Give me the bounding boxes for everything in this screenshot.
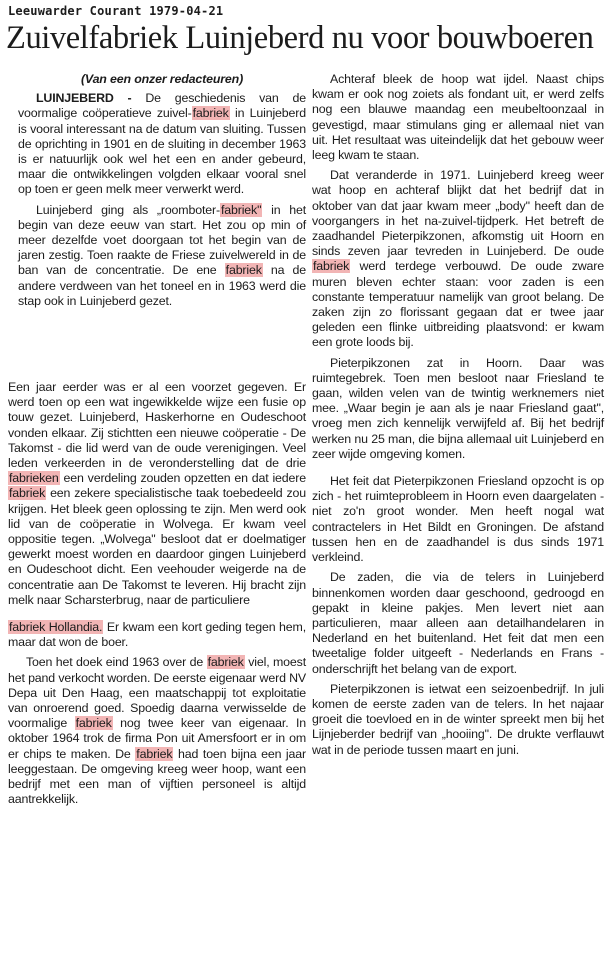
paragraph-c3: Toen het doek eind 1963 over de fabriek viel, moest het pand verkocht worden. De eerste eigenaar werd NV Depa uit Den Haag, een maatschappij tot exploitatie van onroerend goed. Spoedig daarna verwisselde de voormalige fabriek nog twee keer van eigenaar. In oktober 1964 trok de firma Pon uit Amersfoort er in om er chips te maken. De fabriek had toen bijna een jaar leeggestaan. De omgeving kreeg weer hoop, want een bedrijf met een man of vijftien personeel is altijd aantrekkelijk. bbox=[8, 655, 307, 807]
paragraph-c2: fabriek Hollandia. Er kwam een kort geding tegen hem, maar dat won de boer. bbox=[8, 620, 306, 650]
highlight-fabriek: fabriek bbox=[75, 716, 112, 731]
dateline: LUINJEBERD - bbox=[36, 91, 132, 106]
highlight-fabriek: fabriek bbox=[192, 106, 229, 121]
article-column-left-top bbox=[18, 72, 306, 314]
highlight-fabrieken: fabrieken bbox=[9, 471, 59, 486]
highlight-fabriek: fabriek bbox=[313, 259, 350, 274]
paragraph-b1: Achteraf bleek de hoop wat ijdel. Naast chips kwam er ook nog zoiets als fondant uit, er werd zelfs nog een blauwe maandag een meubeltoonzaal in gevestigd, maar stimulans ging er allemaal niet van uit. Het resultaat was uiteindelijk dat het gebouw weer leeg kwam te staan. bbox=[312, 72, 604, 163]
highlight-fabriek: fabriek bbox=[207, 655, 244, 670]
paragraph-c1: Een jaar eerder was er al een voorzet gegeven. Er werd toen op een wat ingewikkelde wijze een fusie op touw gezet. Luinjeberd, Haskerhorne en Oudeschoot vonden elkaar. Zij stichtten een nieuwe coöperatie - De Takomst - die lid werd van de oude verenigingen. Veel leden verkeerden in de veronderstelling dat de drie fabrieken een verdeling zouden opzetten en dat iedere fabriek een zekere specialistische taak toebedeeld zou krijgen. Het bleek geen oplossing te zijn. Men werd ook lid van de coöperatie in Wolvega. Er kwam veel oppositie tegen. „Wolvega" besloot dat er doelmatiger gewerkt moest worden en daardoor gingen Luinjeberd en Oudeschoot dicht. Een veehouder weigerde na de concentratie aan De Takomst te leveren. Hij bracht zijn melk naar Scharsterbrug, naar de particuliere bbox=[8, 380, 306, 607]
article-column-left-bottom bbox=[8, 380, 306, 812]
paragraph-b5: De zaden, die via de telers in Luinjeberd binnenkomen worden daar geschoond, gedroogd en gepakt in kleine pakjes. Men levert niet aan particulieren, maar alleen aan detailhandelaren in Nederland en het buitenland. Het feit dat men een tweetalige folder uitgeeft - Nederlands en Frans - onderschrijft het belang van de export. bbox=[312, 570, 604, 676]
paragraph-b2: Dat veranderde in 1971. Luinjeberd kreeg weer wat hoop en achteraf blijkt dat het bedrijf dat in oktober van dat jaar kwam meer „body" heeft dan de voorgangers in het na-zuivel-tijdperk. Het betreft de zaadhandel Pieterpikzonen, afkomstig uit Hoorn en sinds zeven jaar tevreden in Luinjeberd. De oude fabriek werd terdege verbouwd. De oude zware muren bleven echter staan: voor zaden is een constante temperatuur namelijk van groot belang. De zaken zijn zo florissant gegaan dat er twee jaar geleden een flinke uitbreiding plaatsvond: er kwam een grote loods bij. bbox=[312, 168, 604, 350]
highlight-fabriek: fabriek bbox=[9, 486, 46, 501]
paragraph-a2: Luinjeberd ging als „roomboter-fabriek" in het begin van deze eeuw van start. Het zou op min of meer dezelfde voet doorgaan tot het begin van de jaren zestig. Toen raakte de Friese zuivelwereld in de ban van de concentratie. De ene fabriek na de andere verdween van het toneel en in 1963 werd die stap ook in Luinjeberd gezet. bbox=[18, 202, 306, 308]
article-column-right bbox=[312, 72, 604, 763]
highlight-fabriek-hollandia: fabriek Hollandia. bbox=[9, 620, 103, 635]
author-credit: (Van een onzer redacteuren) bbox=[80, 72, 244, 86]
paragraph-a1: LUINJEBERD - De geschiedenis van de voormalige coöperatieve zuivel-fabriek in Luinjeberd is vooral interessant na de datum van sluiting. Tussen de oprichting in 1901 en de sluiting in december 1963 is er natuurlijk ook wel het een en ander gebeurd, maar die ontwikkelingen volgden elkaar vooral snel op toen er geen melk meer verwerkt werd. bbox=[18, 91, 306, 197]
paragraph-b3: Pieterpikzonen zat in Hoorn. Daar was ruimtegebrek. Toen men besloot naar Friesland te gaan, wilden velen van de twintig werknemers niet mee. „Waar begin je aan als je naar Friesland gaat", vroeg men zich kennelijk verwijfeld af. Bij het bedrijf werken nu 25 man, die bijna allemaal uit Luinjeberd en zeer wijde omgeving komen. bbox=[312, 355, 604, 461]
newspaper-source: Leeuwarder Courant 1979-04-21 bbox=[8, 4, 224, 18]
highlight-fabriek: fabriek" bbox=[220, 202, 262, 217]
highlight-fabriek: fabriek bbox=[136, 746, 173, 761]
paragraph-b6: Pieterpikzonen is ietwat een seizoenbedrijf. In juli komen de eerste zaden van de telers. In het najaar groeit die toevloed en in de winter spreekt men bij het Lijnjeberder bedrijf van „hooiing". De drukte verflauwt wat in de periode tussen maart en juni. bbox=[312, 681, 604, 757]
article-headline: Zuivelfabriek Luinjeberd nu voor bouwboeren bbox=[6, 20, 594, 56]
paragraph-b4: Het feit dat Pieterpikzonen Friesland opzocht is op zich - het ruimteprobleem in Hoorn even daargelaten - niet zo'n groot wonder. Men heeft nogal wat contractelers in Het Bildt en Groningen. De afstand tussen hen en de zaadhandel is dus sinds 1971 verkleind. bbox=[312, 474, 604, 565]
highlight-fabriek: fabriek bbox=[225, 263, 262, 278]
